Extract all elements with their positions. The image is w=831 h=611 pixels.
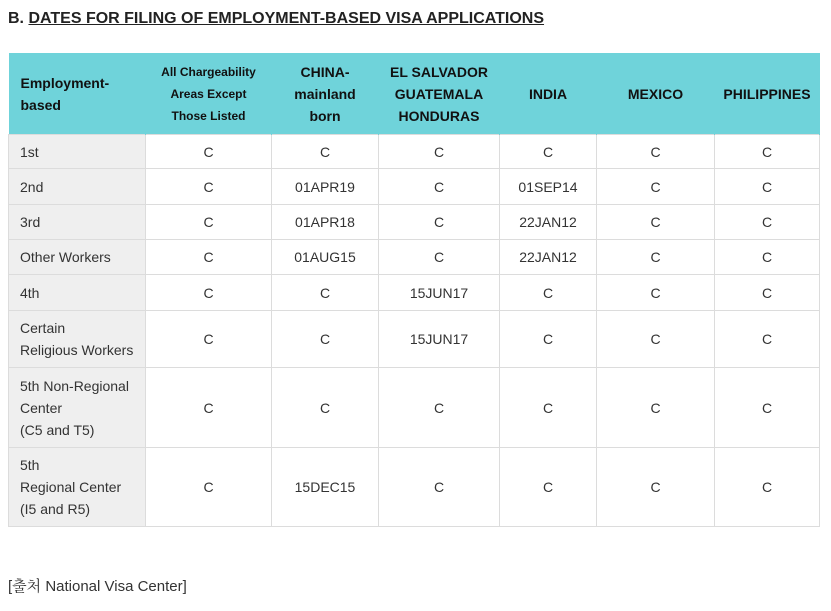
table-cell: 01AUG15 — [272, 240, 379, 275]
table-cell: C — [715, 205, 820, 240]
header-text: Those Listed — [171, 108, 246, 123]
header-text: GUATEMALA — [394, 85, 484, 102]
table-cell: C — [715, 311, 820, 368]
header-philippines — [715, 53, 820, 135]
table-cell: C — [146, 311, 272, 368]
table-cell: C — [597, 275, 715, 311]
table-cell: C — [597, 169, 715, 205]
source-note: [출처 National Visa Center] — [8, 578, 187, 595]
row-label-text: Religious Workers — [20, 342, 134, 358]
header-employment-based — [9, 53, 146, 135]
table-cell: C — [597, 240, 715, 275]
table-row — [9, 135, 820, 169]
header-text: EL SALVADOR — [389, 63, 488, 80]
row-label-text: 5th Non-Regional — [20, 377, 129, 394]
table-row — [9, 448, 820, 527]
table-cell: C — [146, 240, 272, 275]
row-label — [9, 169, 146, 205]
table-cell: 01SEP14 — [500, 169, 597, 205]
header-el-salvador — [379, 53, 500, 135]
header-text: All Chargeability — [161, 64, 256, 79]
row-label-text: 1st — [20, 143, 39, 160]
table-cell: 15JUN17 — [379, 275, 500, 311]
row-label-text: (I5 and R5) — [20, 501, 91, 517]
table-row — [9, 240, 820, 275]
table-cell: C — [272, 368, 379, 448]
table-cell: C — [715, 240, 820, 275]
table-cell: C — [597, 368, 715, 448]
header-text: Areas Except — [170, 86, 247, 101]
table-cell: C — [272, 275, 379, 311]
table-row — [9, 205, 820, 240]
table-cell: C — [379, 169, 500, 205]
header-text: born — [309, 107, 341, 124]
section-title — [8, 10, 544, 28]
table-cell: C — [597, 448, 715, 527]
table-cell: C — [379, 135, 500, 169]
header-row — [9, 53, 820, 135]
row-label — [9, 311, 146, 368]
visa-dates-table — [8, 53, 820, 527]
section-title-text: DATES FOR FILING OF EMPLOYMENT-BASED VISA APPLICATIONS — [28, 10, 545, 27]
table-cell: C — [715, 368, 820, 448]
table-cell: C — [715, 275, 820, 311]
header-all-chargeability — [146, 53, 272, 135]
header-china — [272, 53, 379, 135]
header-text: MEXICO — [627, 85, 684, 102]
header-text: Employment- — [20, 74, 110, 91]
header-text: HONDURAS — [398, 107, 480, 124]
header-india — [500, 53, 597, 135]
table-cell: C — [500, 368, 597, 448]
table-cell: C — [146, 135, 272, 169]
table-cell: C — [715, 135, 820, 169]
table-cell: 01APR18 — [272, 205, 379, 240]
header-text: PHILIPPINES — [723, 85, 811, 102]
table-cell: C — [500, 135, 597, 169]
row-label — [9, 448, 146, 527]
table-body — [9, 135, 820, 527]
table-cell: C — [272, 135, 379, 169]
row-label-text: 5th — [20, 457, 40, 473]
table-row — [9, 311, 820, 368]
table-row — [9, 169, 820, 205]
table-row — [9, 275, 820, 311]
table-row — [9, 368, 820, 448]
table-cell: 15DEC15 — [272, 448, 379, 527]
table-cell: C — [146, 275, 272, 311]
table-cell: C — [379, 368, 500, 448]
table-cell: C — [597, 311, 715, 368]
header-text: INDIA — [528, 85, 568, 102]
table-cell: C — [272, 311, 379, 368]
section-title-prefix: B. — [8, 10, 29, 27]
row-label-text: (C5 and T5) — [20, 421, 95, 438]
table-cell: C — [597, 205, 715, 240]
table-cell: C — [500, 311, 597, 368]
row-label — [9, 368, 146, 448]
table-cell: 22JAN12 — [500, 205, 597, 240]
table-cell: C — [500, 275, 597, 311]
header-text: mainland — [294, 85, 356, 102]
row-label-text: 4th — [20, 284, 40, 301]
table-cell: C — [146, 205, 272, 240]
table-cell: C — [146, 368, 272, 448]
row-label-text: 2nd — [20, 178, 44, 195]
row-label — [9, 275, 146, 311]
table-cell: 22JAN12 — [500, 240, 597, 275]
table-cell: C — [500, 448, 597, 527]
row-label-text: Other Workers — [20, 249, 111, 265]
table-cell: 01APR19 — [272, 169, 379, 205]
table-cell: C — [146, 448, 272, 527]
row-label-text: Certain — [20, 320, 66, 336]
header-text: CHINA- — [300, 63, 350, 80]
row-label — [9, 240, 146, 275]
table-cell: 15JUN17 — [379, 311, 500, 368]
row-label — [9, 205, 146, 240]
header-text: based — [20, 96, 61, 113]
table-cell: C — [597, 135, 715, 169]
table-cell: C — [379, 448, 500, 527]
table-cell: C — [379, 240, 500, 275]
table-cell: C — [715, 448, 820, 527]
table-cell: C — [379, 205, 500, 240]
table-cell: C — [146, 169, 272, 205]
row-label-text: 3rd — [20, 214, 41, 230]
table-cell: C — [715, 169, 820, 205]
header-mexico — [597, 53, 715, 135]
row-label-text: Center — [20, 399, 63, 416]
row-label-text: Regional Center — [20, 479, 122, 495]
row-label — [9, 135, 146, 169]
